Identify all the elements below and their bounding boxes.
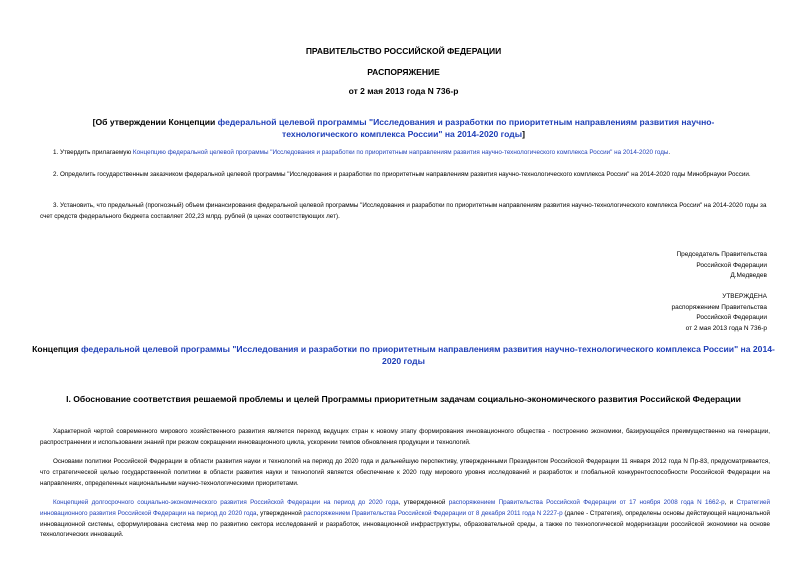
approval-date: от 2 мая 2013 года N 736-р [685, 324, 767, 332]
section-1-heading: I. Обоснование соответствия решаемой проблемы и целей Программы приоритетным задачам социально-экономического развития Российской Федерации [66, 394, 741, 404]
concept-title-link[interactable]: федеральной целевой программы "Исследования и разработки по приоритетным направлениям развития научно-технологического комплекса России" на 2014-2020 годы [81, 344, 775, 366]
document-title [70, 116, 737, 140]
government-heading: ПРАВИТЕЛЬСТВО РОССИЙСКОЙ ФЕДЕРАЦИИ [305, 46, 502, 56]
signature-country: Российской Федерации [696, 261, 767, 269]
approval-line-3: Российской Федерации [696, 314, 767, 322]
approval-label: УТВЕРЖДЕНА [722, 293, 767, 300]
section-1-paragraph-1: Характерной чертой современного мирового хозяйственного развития является переход ведущих стран к новому этапу формирования инновационного общества - построению экономики, базирующейся преимущественно на генерации, распространении и использовании знаний при резком сокращении инновационного цикла, ускорении темпов обновления продукции и технологий. [40, 428, 770, 446]
title-prefix: [Об утверждении Концепции [92, 117, 218, 127]
item-1-text: 1. Утвердить прилагаемую [53, 149, 133, 156]
p3-text-1: , утвержденной [398, 499, 449, 506]
document-type: РАСПОРЯЖЕНИЕ [367, 67, 440, 77]
section-1-paragraph-3 [40, 498, 770, 541]
approval-block [672, 292, 767, 334]
concept-2020-link[interactable]: Концепцией долгосрочного социально-экономического развития Российской Федерации на период до 2020 года [53, 499, 399, 506]
item-1 [40, 148, 770, 159]
item-1-concept-link[interactable]: Концепцию федеральной целевой программы "Исследования и разработки по приоритетным направлениям развития научно-технологического комплекса России" на 2014-2020 годы [132, 149, 669, 156]
title-program-link[interactable]: федеральной целевой программы "Исследования и разработки по приоритетным направлениям развития научно-технологического комплекса России" на 2014-2020 годы [217, 117, 715, 139]
item-3: 3. Установить, что предельный (прогнозный) объем финансирования федеральной целевой программы "Исследования и разработки по приоритетным направлениям развития научно-технологического комплекса России" на 2014-2020 годы за счет средств федерального бюджета составляет 202,23 млрд. рублей (в ценах соответствующих лет). [40, 202, 767, 220]
signature-block [676, 250, 767, 282]
order-2227-link[interactable]: распоряжением Правительства Российской Федерации от 8 декабря 2011 года N 2227-р [303, 509, 563, 517]
signature-title: Председатель Правительства [676, 251, 767, 258]
concept-title [30, 344, 777, 367]
title-suffix: ] [522, 129, 525, 139]
section-1-paragraph-2: Основами политики Российской Федерации в области развития науки и технологий на период до 2020 года и дальнейшую перспективу, утвержденными Президентом Российской Федерации 11 января 2012 года N Пр-83, предусматривается, что стратегической целью государственной политики в области развития науки и технологий является обеспечение к 2020 году мирового уровня исследований и разработок и глобальной конкурентоспособности Российской Федерации на направлениях, определенных национальными научно-технологическими приоритетами. [40, 458, 770, 487]
p3-text-3: , утвержденной [256, 509, 304, 517]
approval-line-2: распоряжением Правительства [671, 303, 767, 311]
order-1662-link[interactable]: распоряжением Правительства Российской Федерации от 17 ноября 2008 года N 1662-р [448, 499, 725, 506]
signature-name: Д.Медведев [730, 272, 767, 280]
strategy-link[interactable]: Стратегией инновационного развития Российской Федерации на период до 2020 года [40, 499, 770, 517]
document-date: от 2 мая 2013 года N 736-р [348, 86, 459, 96]
concept-title-prefix: Концепция [32, 344, 82, 354]
item-1-end: . [668, 149, 671, 156]
p3-text-4: (далее - Стратегия), определены основы действующей национальной инновационной системы, сформулирована система мер по развитию сектора исследований и разработок, инновационной инфраструктуры, образовательной среды, а также по технологической модернизации российской экономики на основе технологических инноваций. [40, 509, 770, 539]
p3-text-2: , и [724, 499, 737, 506]
item-2: 2. Определить государственным заказчиком федеральной целевой программы "Исследования и разработки по приоритетным направлениям развития научно-технологического комплекса России" на 2014-2020 годы Минобрнауки России. [53, 171, 751, 178]
